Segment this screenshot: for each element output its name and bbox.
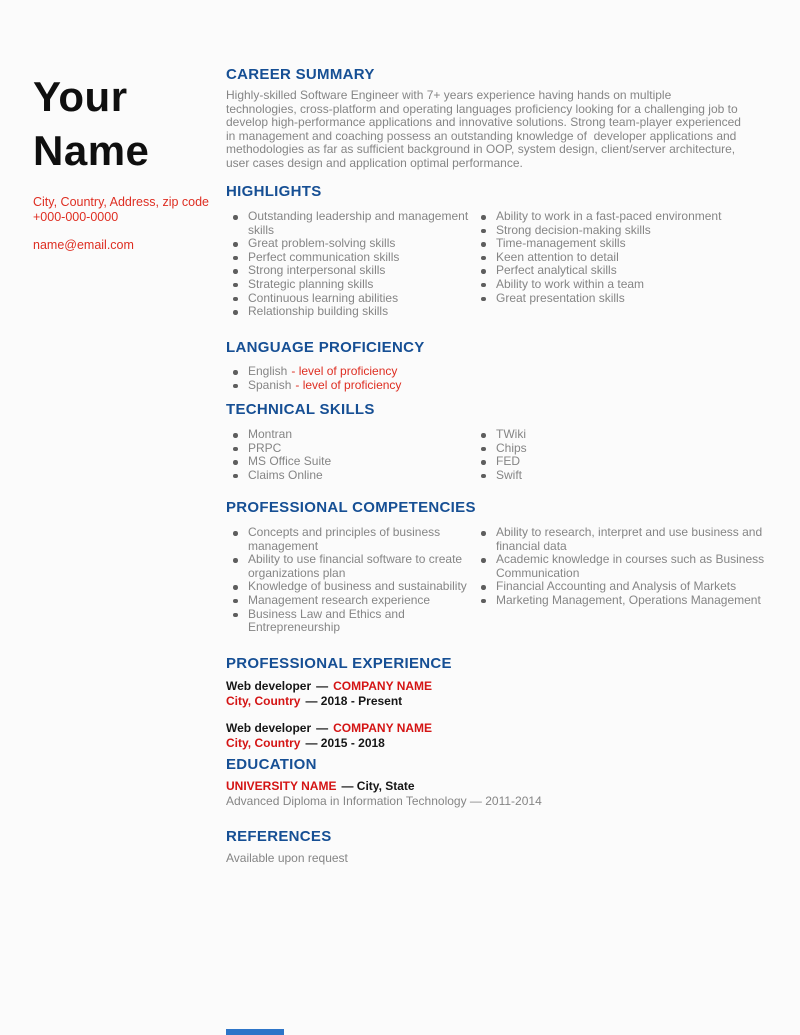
bullet-icon — [233, 585, 238, 590]
highlights-list-right — [474, 210, 770, 319]
bullet-icon — [481, 447, 486, 452]
section-language-proficiency — [226, 339, 778, 392]
job-company: COMPANY NAME — [333, 721, 433, 735]
bullet-icon — [233, 297, 238, 302]
section-references — [226, 828, 778, 866]
bullet-icon — [233, 310, 238, 315]
job-company: COMPANY NAME — [333, 679, 433, 693]
language-list — [226, 365, 778, 392]
section-highlights — [226, 183, 778, 319]
job-entry — [226, 679, 778, 708]
language-level: - level of proficiency — [291, 364, 398, 378]
bullet-icon — [233, 283, 238, 288]
list-item-text: Business Law and Ethics and Entrepreneurship — [248, 606, 405, 635]
bullet-icon — [481, 474, 486, 479]
list-item-text: Strong interpersonal skills — [248, 263, 386, 278]
section-professional-competencies — [226, 499, 778, 635]
jobs-list — [226, 679, 778, 750]
list-item-text: Outstanding leadership and management skills — [248, 209, 469, 237]
list-item — [474, 264, 770, 278]
bullet-icon — [481, 269, 486, 274]
list-item — [226, 469, 474, 483]
list-item — [474, 526, 770, 553]
list-item — [474, 455, 770, 469]
list-item — [474, 224, 770, 238]
bullet-icon — [481, 558, 486, 563]
list-item — [226, 210, 474, 237]
bullet-icon — [481, 256, 486, 261]
bullet-icon — [233, 447, 238, 452]
list-item — [226, 594, 474, 608]
university-location: — City, State — [341, 779, 415, 793]
bullet-icon — [233, 215, 238, 220]
job-location: City, Country — [226, 693, 301, 708]
technical-skills-list-left — [226, 428, 474, 482]
technical-skills-list-right — [474, 428, 770, 482]
language-name: English — [248, 364, 288, 378]
bullet-icon — [233, 599, 238, 604]
bullet-icon — [481, 229, 486, 234]
list-item — [226, 264, 474, 278]
bullet-icon — [233, 613, 238, 618]
list-item-text: Montran — [248, 427, 293, 441]
language-level: - level of proficiency — [295, 377, 402, 392]
list-item-text: Management research experience — [248, 592, 431, 607]
job-separator: — — [316, 679, 329, 693]
bullet-icon — [481, 433, 486, 438]
contact-email: name@email.com — [33, 238, 134, 252]
left-column — [33, 70, 221, 253]
highlights-title: HIGHLIGHTS — [226, 183, 322, 200]
list-item-text: Relationship building skills — [248, 304, 389, 319]
bullet-icon — [481, 599, 486, 604]
list-item — [474, 442, 770, 456]
list-item — [474, 292, 770, 306]
list-item — [474, 251, 770, 265]
competencies-list-left — [226, 526, 474, 635]
list-item — [226, 442, 474, 456]
list-item-text: Perfect analytical skills — [496, 263, 617, 278]
language-proficiency-title: LANGUAGE PROFICIENCY — [226, 339, 425, 356]
list-item-text: Marketing Management, Operations Management — [496, 592, 761, 607]
bullet-icon — [481, 215, 486, 220]
job-location: City, Country — [226, 735, 301, 750]
list-item-text: PRPC — [248, 440, 282, 455]
list-item-text: Academic knowledge in courses such as Business Communication — [496, 552, 765, 580]
university-name: UNIVERSITY NAME — [226, 779, 337, 793]
bullet-icon — [233, 384, 238, 389]
list-item-text: Strong decision-making skills — [496, 222, 651, 237]
bullet-icon — [233, 531, 238, 536]
job-title-line — [226, 721, 778, 736]
job-entry — [226, 721, 778, 750]
job-role: Web developer — [226, 721, 312, 735]
list-item — [226, 251, 474, 265]
bullet-icon — [233, 256, 238, 261]
list-item-text: Time-management skills — [496, 236, 626, 251]
bullet-icon — [481, 531, 486, 536]
professional-experience-title: PROFESSIONAL EXPERIENCE — [226, 655, 452, 672]
list-item — [474, 237, 770, 251]
list-item — [226, 455, 474, 469]
bullet-icon — [481, 283, 486, 288]
list-item-text: Knowledge of business and sustainability — [248, 579, 467, 594]
education-university-line — [226, 779, 778, 794]
list-item — [474, 580, 770, 594]
list-item — [226, 526, 474, 553]
competencies-list-right — [474, 526, 770, 635]
section-professional-experience — [226, 655, 778, 763]
references-title: REFERENCES — [226, 828, 332, 845]
highlights-list-left — [226, 210, 474, 319]
list-item-text: TWiki — [496, 427, 526, 441]
candidate-name — [33, 70, 221, 178]
contact-phone: +000-000-0000 — [33, 209, 119, 224]
technical-skills-title: TECHNICAL SKILLS — [226, 401, 375, 418]
list-item — [474, 469, 770, 483]
section-career-summary — [226, 66, 778, 171]
bullet-icon — [233, 269, 238, 274]
bullet-icon — [233, 370, 238, 375]
language-item — [226, 379, 778, 393]
list-item-text: Continuous learning abilities — [248, 290, 399, 305]
language-item — [226, 365, 778, 379]
list-item-text: Ability to work in a fast-paced environment — [496, 209, 722, 223]
list-item — [226, 553, 474, 580]
bullet-icon — [481, 297, 486, 302]
bullet-icon — [233, 433, 238, 438]
list-item — [226, 608, 474, 635]
list-item-text: Financial Accounting and Analysis of Markets — [496, 579, 737, 594]
bullet-icon — [233, 474, 238, 479]
language-name: Spanish — [248, 377, 292, 392]
education-title: EDUCATION — [226, 756, 317, 773]
list-item-text: Strategic planning skills — [248, 276, 374, 291]
section-education — [226, 756, 778, 809]
job-role: Web developer — [226, 679, 312, 693]
career-summary-title: CAREER SUMMARY — [226, 66, 375, 83]
list-item-text: Great presentation skills — [496, 290, 625, 305]
list-item-text: Ability to research, interpret and use business and financial data — [496, 525, 763, 553]
references-body: Available upon request — [226, 851, 348, 865]
list-item-text: Perfect communication skills — [248, 249, 400, 264]
list-item-text: Keen attention to detail — [496, 249, 619, 264]
list-item — [474, 428, 770, 442]
list-item-text: Ability to work within a team — [496, 276, 645, 291]
job-separator: — — [316, 721, 329, 735]
list-item — [226, 278, 474, 292]
list-item — [226, 580, 474, 594]
section-technical-skills — [226, 401, 778, 482]
bullet-icon — [233, 242, 238, 247]
list-item-text: Great problem-solving skills — [248, 236, 396, 251]
contact-block — [33, 195, 221, 253]
list-item-text: Concepts and principles of business management — [248, 525, 441, 553]
professional-competencies-title: PROFESSIONAL COMPETENCIES — [226, 499, 476, 516]
list-item-text: FED — [496, 454, 520, 469]
page-break-bar — [226, 1029, 284, 1035]
list-item — [474, 553, 770, 580]
list-item-text: Claims Online — [248, 467, 323, 482]
contact-address: City, Country, Address, zip code — [33, 195, 210, 209]
list-item — [226, 237, 474, 251]
list-item-text: Ability to use financial software to create organizations plan — [248, 552, 463, 580]
candidate-name-line2: Name — [33, 127, 150, 174]
job-title-line — [226, 679, 778, 694]
bullet-icon — [481, 585, 486, 590]
list-item — [474, 278, 770, 292]
candidate-name-line1: Your — [33, 73, 128, 120]
job-dates: — 2018 - Present — [305, 693, 403, 708]
bullet-icon — [481, 460, 486, 465]
job-dates: — 2015 - 2018 — [305, 735, 385, 750]
bullet-icon — [233, 460, 238, 465]
job-location-line — [226, 736, 778, 751]
list-item — [474, 594, 770, 608]
education-degree-line: Advanced Diploma in Information Technology — 2011-2014 — [226, 794, 542, 808]
list-item-text: MS Office Suite — [248, 454, 332, 469]
list-item — [226, 428, 474, 442]
career-summary-body: Highly-skilled Software Engineer with 7+ years experience having hands on multiple technologies, cross-platform and operating languages proficiency looking for a challenging job to develop high-performance applications and innovative solutions. Strong team-player experienced in management and coaching possess an outstanding knowledge of developer applications and methodologies as far as sufficient background in OOP, system design, client/server architecture, user cases design and application optimal performance. — [226, 88, 745, 170]
list-item — [474, 210, 770, 224]
bullet-icon — [481, 242, 486, 247]
list-item — [226, 305, 474, 319]
list-item-text: Chips — [496, 440, 527, 455]
list-item — [226, 292, 474, 306]
list-item-text: Swift — [496, 467, 523, 482]
job-location-line — [226, 694, 778, 709]
bullet-icon — [233, 558, 238, 563]
